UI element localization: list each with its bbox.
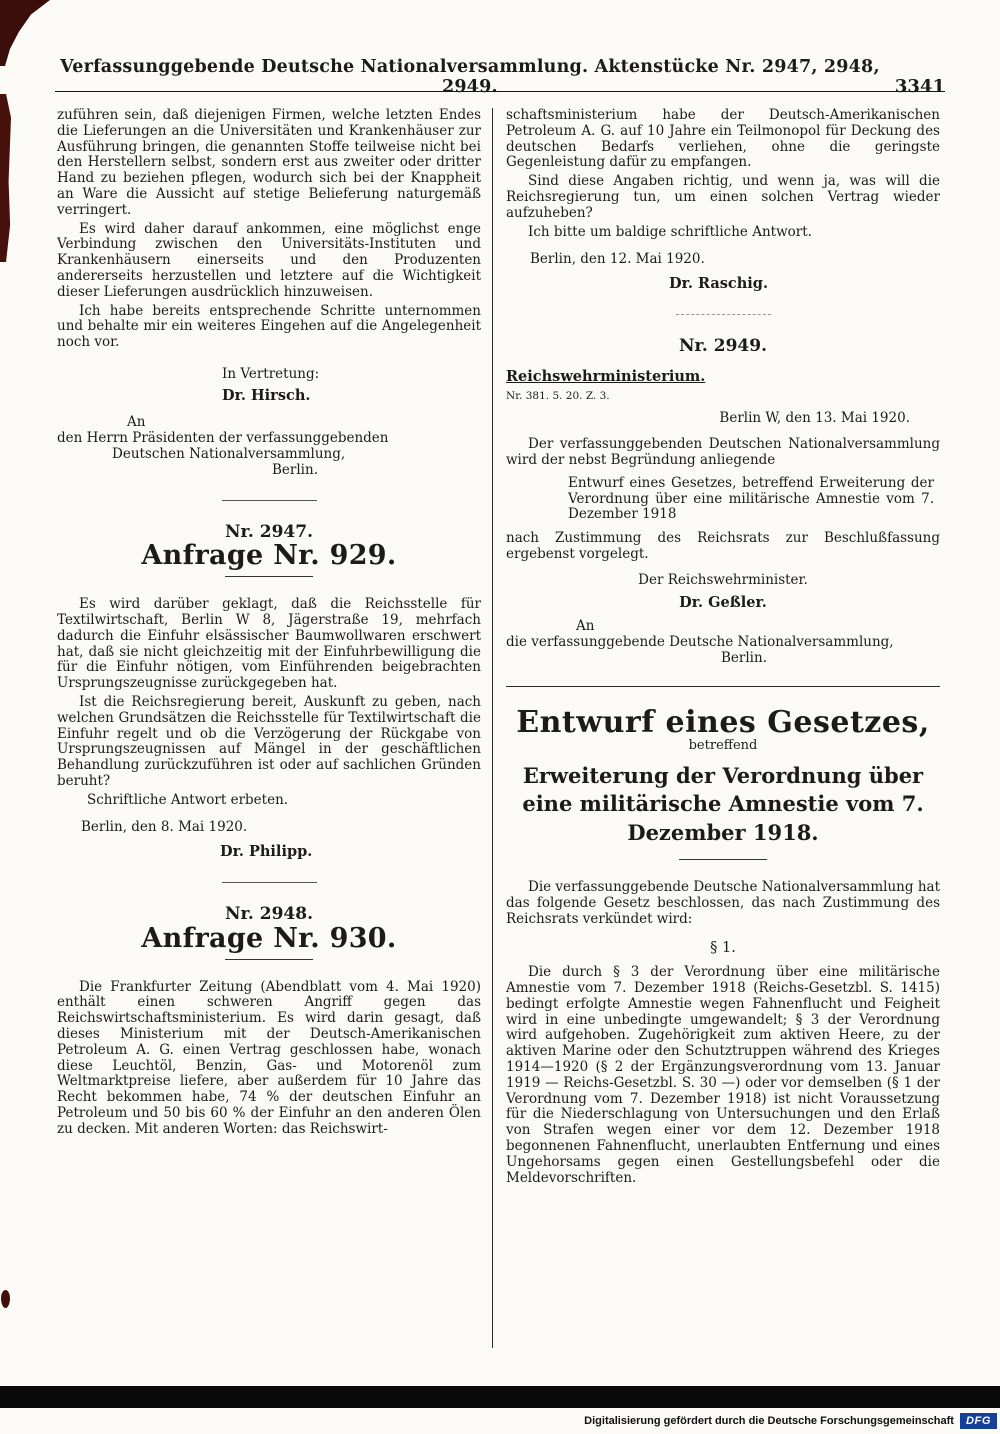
- address-line: Deutschen Nationalversammlung,: [112, 445, 346, 462]
- reference-number: Nr. 381. 5. 20. Z. 3.: [506, 389, 610, 402]
- paragraph-continuation: schaftsministerium habe der Deutsch-Amerikanischen Petroleum A. G. auf 10 Jahre ein Teilmonopol für Deckung des deutschen Bedarfs verliehen, ohne die geringste Gegenleistung dafür zu empfangen.: [506, 107, 940, 171]
- paragraph-continuation: zuführen sein, daß diejenigen Firmen, welche letzten Endes die Lieferungen an die Universitäten und Krankenhäuser zur Ausführung bringen, die genannten Stoffe teilweise nicht bei den Herstellern selbst, sondern erst aus zweiter oder dritter Hand zu beziehen pflegen, wodurch sich bei der Knappheit an Ware die Aussicht auf stetige Belieferung naturgemäß verringert.: [57, 107, 481, 218]
- signature-name: Dr. Geßler.: [679, 593, 767, 611]
- paragraph: Die Frankfurter Zeitung (Abendblatt vom 4. Mai 1920) enthält einen schweren Angriff gegen das Reichswirtschaftsministerium. Es wird darin gesagt, daß dieses Ministerium mit der Deutsch-Amerikanischen Petroleum A. G. einen Vertrag geschlossen habe, wonach diese Leuchtöl, Benzin, Gas- und Motorenöl zum Weltmarktpreise liefere, aber außerdem für 10 Jahre das Recht bekommen habe, 74 % der deutschen Einfuhr an Petroleum und 50 bis 60 % der Einfuhr an den anderen Ölen zu decken. Mit anderen Worten: das Reichswirt-: [57, 978, 481, 1137]
- section-separator: [222, 500, 317, 501]
- law-subtitle: betreffend: [688, 738, 758, 754]
- paragraph: Der verfassunggebenden Deutschen Nationalversammlung wird der nebst Begründung anliegende: [506, 436, 940, 468]
- title-rule: [225, 959, 313, 960]
- signature-name: Dr. Raschig.: [669, 275, 768, 293]
- paragraph: Sind diese Angaben richtig, und wenn ja, was will die Reichsregierung tun, um einen solchen Vertrag wieder aufzuheben?: [506, 173, 940, 221]
- law-subject: Erweiterung der Verordnung über eine militärische Amnestie vom 7. Dezember 1918.: [522, 762, 924, 845]
- section-number: Nr. 2947.: [224, 521, 313, 542]
- title-rule: [679, 859, 767, 860]
- paragraph: Es wird darüber geklagt, daß die Reichsstelle für Textilwirtschaft, Berlin W 8, Jägerstraße 19, mehrfach dadurch die Einfuhr elsässischer Baumwollwaren erschwert hat, daß sie nicht gleichzeitig mit der Einfuhrbewilligung die für die Einfuhr nötigen, vom Einführenden beigebrachten Ursprungszeugnisse zurückgegeben hat.: [57, 596, 481, 692]
- signature-block: [222, 365, 481, 406]
- paragraph: Ich bitte um baldige schriftliche Antwort.: [528, 223, 812, 240]
- paragraph: Die durch § 3 der Verordnung über eine militärische Amnestie vom 7. Dezember 1918 (Reichs-Gesetzbl. S. 1415) bedingt erfolgte Amnestie wegen Fahnenflucht und Feigheit wird in eine unbedingte umgewandelt; § 3 der Verordnung wird aufgehoben. Zugehörigkeit zum aktiven Heere, zu der aktiven Marine oder den Schutztruppen während des Krieges 1914—1920 (§ 2 der Ergänzungsverordnung vom 13. Januar 1919 — Reichs-Gesetzbl. S. 30 —) oder vor demselben (§ 1 der Verordnung vom 7. Dezember 1918) ist nicht Voraussetzung für die Niederschlagung von Untersuchungen und den Erlaß von Strafen wegen einer vor dem 12. Dezember 1918 begonnenen Fahnenflucht, unerlaubten Entfernung und eines Ungehorsams gegen einen Gestellungsbefehl oder die Meldevorschriften.: [506, 964, 940, 1186]
- address-line: Berlin.: [721, 650, 767, 667]
- paragraph: Schriftliche Antwort erbeten.: [87, 791, 289, 808]
- address-block: [506, 618, 940, 666]
- signature-name: Dr. Philipp.: [220, 843, 313, 861]
- footer: [584, 1411, 997, 1431]
- page-number: 3341: [894, 76, 945, 97]
- law-section-heading: § 1.: [710, 940, 736, 957]
- law-title: Entwurf eines Gesetzes,: [516, 705, 930, 741]
- paragraph: Die verfassunggebende Deutsche Nationalversammlung hat das folgende Gesetz beschlossen, das nach Zustimmung des Reichsrats verkündet wird:: [506, 878, 940, 927]
- scan-artifact-dot: [1, 1290, 10, 1308]
- title-rule: [225, 576, 313, 577]
- dfg-logo: DFG: [960, 1413, 997, 1429]
- scan-bottom-bar: [0, 1386, 1000, 1408]
- minister-title: Der Reichswehrminister.: [638, 571, 808, 588]
- address-line: An: [127, 413, 146, 430]
- section-number: Nr. 2948.: [224, 904, 313, 925]
- address-block: [57, 414, 481, 478]
- address-line: An: [576, 618, 595, 635]
- section-separator: [676, 314, 771, 315]
- section-separator: [222, 882, 317, 883]
- address-line: die verfassunggebende Deutsche Nationalversammlung,: [506, 634, 894, 651]
- footer-text: Digitalisierung gefördert durch die Deutsche Forschungsgemeinschaft: [584, 1415, 954, 1427]
- address-line: den Herrn Präsidenten der verfassunggebenden: [57, 429, 389, 446]
- paragraph: Es wird daher darauf ankommen, eine möglichst enge Verbindung zwischen den Universitäts-Instituten und Krankenhäusern einerseits und den Produzenten andererseits herzustellen und letztere auf die Wichtigkeit dieser Lieferungen ausdrücklich hinzuweisen.: [57, 220, 481, 300]
- ministry-name: Reichswehrministerium.: [506, 367, 706, 385]
- address-line: Berlin.: [272, 461, 318, 478]
- section-title: Anfrage Nr. 929.: [141, 540, 397, 572]
- date-line: Berlin, den 8. Mai 1920.: [81, 819, 248, 836]
- left-column: [57, 108, 481, 1141]
- enclosure-reference: Entwurf eines Gesetzes, betreffend Erweiterung der Verordnung über eine militärische Amnestie vom 7. Dezember 1918: [568, 474, 934, 523]
- section-rule: [506, 686, 940, 687]
- scan-artifact-corner: [0, 0, 50, 66]
- paragraph: Ich habe bereits entsprechende Schritte unternommen und behalte mir ein weiteres Eingehen auf die Angelegenheit noch vor.: [57, 302, 481, 351]
- column-divider: [492, 108, 493, 1348]
- section-number: Nr. 2949.: [678, 335, 767, 356]
- header-rule: [55, 91, 945, 92]
- header-title: Verfassunggebende Deutsche Nationalversammlung. Aktenstücke Nr. 2947, 2948, 2949.: [60, 57, 880, 97]
- section-title: Anfrage Nr. 930.: [141, 922, 397, 954]
- right-column: [506, 108, 940, 1189]
- signature-name: Dr. Hirsch.: [222, 386, 311, 404]
- scan-artifact-left-strip: [0, 94, 11, 262]
- paragraph: Ist die Reichsregierung bereit, Auskunft zu geben, nach welchen Grundsätzen die Reichsstelle für Textilwirtschaft die Einfuhr regelt und ob die Verzögerung der Rückgabe von Ursprungszeugnissen auf Mängel in der geschäftlichen Behandlung zurückzuführen ist oder auf sachlichen Gründen beruht?: [57, 693, 481, 789]
- signature-role: In Vertretung:: [222, 365, 320, 382]
- dateline: Berlin W, den 13. Mai 1920.: [719, 410, 910, 427]
- paragraph: nach Zustimmung des Reichsrats zur Beschlußfassung ergebenst vorgelegt.: [506, 530, 940, 562]
- date-line: Berlin, den 12. Mai 1920.: [530, 251, 705, 268]
